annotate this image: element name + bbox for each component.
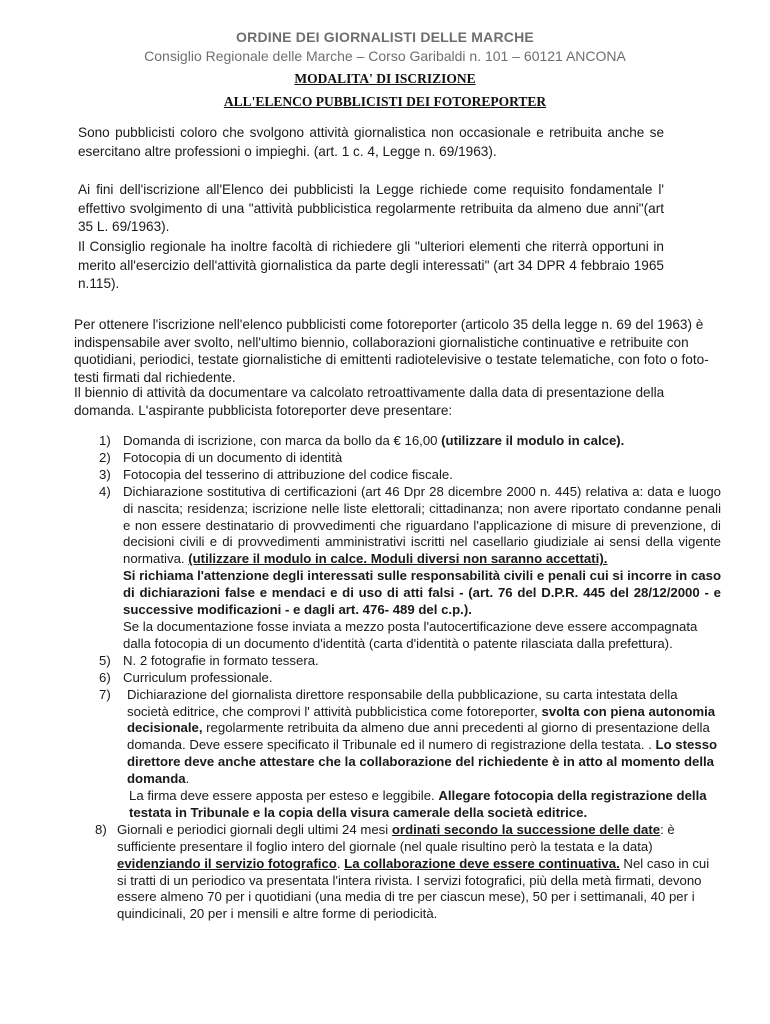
list-item-text: regolarmente retribuita da almeno due anni precedenti al giorno di presentazione della domanda. Deve essere specificato il Tribunale ed il numero di registrazione della testata. . xyxy=(127,720,710,753)
postal-note: Se la documentazione fosse inviata a mezzo posta l'autocertificazione deve essere accompagnata dalla fotocopia di un documento d'identità (carta d'identità o patente rilasciata dalla prefettura). xyxy=(123,618,698,651)
list-item-text: Fotocopia di un documento di identità xyxy=(123,449,343,465)
list-item-tax-code xyxy=(99,467,721,484)
list-number: 4) xyxy=(99,483,111,499)
intro-paragraph-council: Il Consiglio regionale ha inoltre facoltà di richiedere gli "ulteriori elementi che riterrà opportuni in merito all'esercizio dell'attività giornalistica da parte degli interessati" (art 34 DPR 4 febbraio 1965 n.115). xyxy=(78,239,664,291)
list-number: 7) xyxy=(99,686,111,702)
list-item-emphasis: (utilizzare il modulo in calce). xyxy=(441,433,625,448)
intro-paragraph-requirement: Ai fini dell'iscrizione all'Elenco dei pubblicisti la Legge richiede come requisito fondamentale l' effettivo svolgimento di una "attività pubblicistica regolarmente retribuita da almeno due anni"(art 35 L. 69/1963). xyxy=(78,182,664,234)
list-number: 1) xyxy=(99,433,111,448)
list-item-text: Dichiarazione del giornalista direttore responsabile della pubblicazione, su carta intestata della società editrice, che comprovi l' attività pubblicistica come fotoreporter, xyxy=(127,686,678,719)
list-item-text: . xyxy=(185,771,190,787)
organization-address: Consiglio Regionale delle Marche – Corso Garibaldi n. 101 – 60121 ANCONA xyxy=(144,48,626,64)
documents-list xyxy=(95,433,721,923)
list-item-text: Curriculum professionale. xyxy=(123,669,273,685)
list-item-text: Giornali e periodici giornali degli ultimi 24 mesi xyxy=(117,821,392,837)
list-number: 8) xyxy=(95,821,107,837)
list-item-newspapers xyxy=(95,822,721,923)
list-number: 6) xyxy=(99,669,111,685)
list-item-text: Fotocopia del tesserino di attribuzione del codice fiscale. xyxy=(123,466,453,482)
body-paragraph-biennium: Il biennio di attività da documentare va calcolato retroattivamente dalla data di presentazione della domanda. L'aspirante pubblicista fotoreporter deve presentare: xyxy=(74,385,665,418)
list-item-emphasis: svolta con piena autonomia decisionale, xyxy=(127,703,716,736)
list-item-text: Domanda di iscrizione, con marca da bollo da € 16,00 xyxy=(123,433,442,448)
body-paragraph-conditions: Per ottenere l'iscrizione nell'elenco pubblicisti come fotoreporter (articolo 35 della legge n. 69 del 1963) è indispensabile aver svolto, nell'ultimo biennio, collaborazioni giornalistiche continuative e retribuite con quotidiani, periodici, testate giornalistiche di emittenti radiotelevisive o testate telematiche, con foto o foto-testi firmati dal richiedente. xyxy=(74,317,709,385)
legal-warning: Si richiama l'attenzione degli interessati sulle responsabilità civili e penali cui si incorre in caso di dichiarazioni false e mendaci e di uso di atti falsi - (art. 76 del D.P.R. 445 del 28/12/2000 - e successive modificazioni - e dagli art. 476- 489 del c.p.). xyxy=(123,568,721,618)
list-item-emphasis: (utilizzare il modulo in calce. Moduli diversi non saranno accettati). xyxy=(188,551,608,567)
list-item-emphasis: Allegare fotocopia della registrazione della testata in Tribunale e la copia della visura camerale della società editrice. xyxy=(129,788,707,820)
list-item-emphasis: Lo stesso direttore deve anche attestare che la collaborazione del richiedente è in atto al momento della domanda xyxy=(127,737,718,787)
list-item-curriculum xyxy=(99,670,721,687)
list-item-photos xyxy=(99,653,721,670)
list-item-application xyxy=(99,433,721,450)
list-item-self-declaration xyxy=(99,484,721,653)
list-item-text: . xyxy=(336,855,345,871)
list-number: 3) xyxy=(99,466,111,482)
list-item-text: N. 2 fotografie in formato tessera. xyxy=(123,652,319,668)
document-subtitle: ALL'ELENCO PUBBLICISTI DEI FOTOREPORTER xyxy=(223,94,547,109)
list-item-emphasis: evidenziando il servizio fotografico xyxy=(117,855,337,871)
intro-paragraph-definition: Sono pubblicisti coloro che svolgono attività giornalistica non occasionale e retribuita anche se esercitano altre professioni o impieghi. (art. 1 c. 4, Legge n. 69/1963). xyxy=(78,125,664,159)
list-item-text: Nel caso in cui si tratti di un periodico va presentata l'intera rivista. I servizi fotografici, più della metà firmati, devono essere almeno 70 per i quotidiani (una media di tre per ciascun mese), 50 per i settimanali, 40 per i quindicinali, 20 per i mensili e altre forme di periodicità. xyxy=(117,855,710,922)
list-item-text: Dichiarazione sostitutiva di certificazioni (art 46 Dpr 28 dicembre 2000 n. 445) relativa a: data e luogo di nascita; residenza; iscrizione nelle liste elettorali; cittadinanza; non avere riportato condanne penali e non essere destinatario di provvedimenti che riguardano l'applicazione di misure di prevenzione, di decisioni civili e di provvedimenti amministrativi iscritti nel casellario giudiziale ai sensi della vigente normativa. xyxy=(123,483,721,567)
list-item-text: : è sufficiente presentare il foglio intero del giornale (nel quale risultino però la testata e la data) xyxy=(117,821,675,854)
document-title: MODALITA' DI ISCRIZIONE xyxy=(294,71,476,86)
list-item-text: La firma deve essere apposta per esteso e leggibile. xyxy=(129,788,439,804)
list-item-emphasis: La collaborazione deve essere continuativa. xyxy=(344,855,620,871)
list-item-emphasis: ordinati secondo la successione delle date xyxy=(391,821,661,837)
list-number: 5) xyxy=(99,652,111,668)
list-number: 2) xyxy=(99,449,111,465)
organization-name: ORDINE DEI GIORNALISTI DELLE MARCHE xyxy=(236,29,534,45)
list-item-director-declaration xyxy=(99,687,721,822)
list-item-id-copy xyxy=(99,450,721,467)
